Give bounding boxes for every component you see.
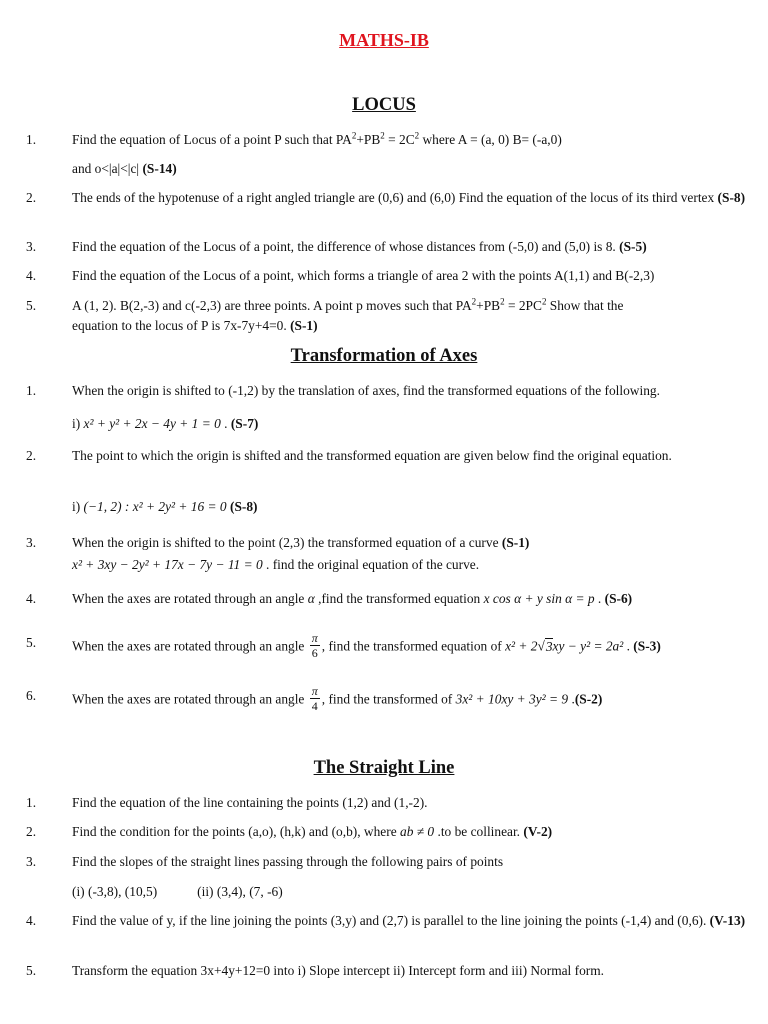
question-text: When the origin is shifted to the point (2,3) the transformed equation of a curve (S-1) xyxy=(72,535,530,550)
question-text: When the axes are rotated through an angle $\frac{\pi}{4}$ , find the transformed of 3x² + 10xy + 3y² = 9 .(S-2) xyxy=(72,684,603,713)
question-text: The ends of the hypotenuse of a right angled triangle are (0,6) and (6,0) Find the equation of the locus of its third vertex (S-8) xyxy=(72,190,746,205)
question-number: 1. xyxy=(26,383,37,398)
reference-tag: (S-14) xyxy=(142,161,177,176)
question-text: When the origin is shifted to (-1,2) by the translation of axes, find the transformed equations of the following. xyxy=(72,383,660,398)
reference-tag: (S-6) xyxy=(604,591,633,606)
reference-tag: (V-13) xyxy=(709,913,746,928)
locus-question-1-continued: and o<|a|<|c| (S-14) xyxy=(72,161,177,176)
question-number: 3. xyxy=(26,239,37,254)
question-text: When the axes are rotated through an angle $\frac{\pi}{6}$ , find the transformed equation of x² + 2√3xy − y² = 2a² . (S-3) xyxy=(72,631,661,660)
equation: x cos α + y sin α = p xyxy=(483,591,595,606)
transformation-question-3-sub: x² + 3xy − 2y² + 17x − 7y − 11 = 0 . find the original equation of the curve. xyxy=(72,557,480,572)
straight-line-question-3-sub: (i) (-3,8), (10,5) (ii) (3,4), (7, -6) xyxy=(72,884,283,899)
question-text: Find the condition for the points (a,o), (h,k) and (o,b), where ab ≠ 0 .to be collinear. (V-2) xyxy=(72,824,553,839)
reference-tag: (S-1) xyxy=(501,535,530,550)
question-number: 4. xyxy=(26,913,37,928)
reference-tag: (S-8) xyxy=(229,499,258,514)
question-number: 4. xyxy=(26,591,37,606)
reference-tag: (S-3) xyxy=(633,638,661,654)
equation: 3x² + 10xy + 3y² = 9 xyxy=(455,691,569,707)
question-number: 2. xyxy=(26,448,37,463)
question-text: Transform the equation 3x+4y+12=0 into i) Slope intercept ii) Intercept form and iii) Normal form. xyxy=(72,963,605,978)
reference-tag: (S-7) xyxy=(230,416,259,431)
question-text: When the axes are rotated through an angle α ,find the transformed equation x cos α + y sin α = p . (S-6) xyxy=(72,591,633,606)
transformation-question-1-sub: i) x² + y² + 2x − 4y + 1 = 0 . (S-7) xyxy=(72,416,259,431)
question-number: 1. xyxy=(26,132,37,147)
question-text: Find the equation of Locus of a point P such that $PA^2+PB^2 = 2C^2$ where A = (a, 0) B= (-a,0) xyxy=(72,130,562,147)
transformation-question-2-sub: i) (−1, 2) : x² + 2y² + 16 = 0 (S-8) xyxy=(72,499,258,514)
question-text: Find the equation of the line containing the points (1,2) and (1,-2). xyxy=(72,795,428,810)
question-number: 6. xyxy=(26,688,37,703)
question-text: Find the equation of the Locus of a point, which forms a triangle of area 2 with the points A(1,1) and B(-2,3) xyxy=(72,268,655,283)
question-number: 5. xyxy=(26,635,37,650)
question-number: 3. xyxy=(26,854,37,869)
locus-question-5-continued: equation to the locus of P is 7x-7y+4=0. (S-1) xyxy=(72,318,318,333)
section-title-straight-line: The Straight Line xyxy=(313,758,455,778)
reference-tag: (S-1) xyxy=(290,318,318,333)
question-number: 3. xyxy=(26,535,37,550)
question-text: Find the equation of the Locus of a point, the difference of whose distances from (-5,0) and (5,0) is 8. (S-5) xyxy=(72,239,647,254)
equation: x² + 2√3xy − y² = 2a² xyxy=(505,638,624,654)
reference-tag: (S-2) xyxy=(574,691,603,707)
question-text: Find the value of y, if the line joining the points (3,y) and (2,7) is parallel to the line joining the points (-1,4) and (0,6). (V-13) xyxy=(72,913,746,928)
reference-tag: (S-8) xyxy=(717,190,746,205)
section-title-locus: LOCUS xyxy=(352,95,416,115)
question-number: 2. xyxy=(26,190,37,205)
reference-tag: (S-5) xyxy=(619,239,647,254)
question-number: 1. xyxy=(26,795,37,810)
question-number: 5. xyxy=(26,963,37,978)
question-number: 2. xyxy=(26,824,37,839)
equation: x² + 3xy − 2y² + 17x − 7y − 11 = 0 xyxy=(72,557,263,572)
question-text: Find the slopes of the straight lines passing through the following pairs of points xyxy=(72,854,504,869)
equation: x² + y² + 2x − 4y + 1 = 0 xyxy=(83,416,221,431)
document-title: MATHS-IB xyxy=(339,30,429,50)
question-number: 4. xyxy=(26,268,37,283)
equation: ab ≠ 0 xyxy=(400,824,435,839)
question-text: A (1, 2). B(2,-3) and c(-2,3) are three points. A point p moves such that $PA^2+PB^2 = 2PC^2$ Show that the xyxy=(72,296,624,313)
equation: (−1, 2) : x² + 2y² + 16 = 0 xyxy=(83,499,227,514)
section-title-transformation: Transformation of Axes xyxy=(290,346,478,366)
question-number: 5. xyxy=(26,298,37,313)
angle-fraction: $\frac{\pi}{4}$ xyxy=(311,684,318,713)
angle-fraction: $\frac{\pi}{6}$ xyxy=(311,631,318,660)
question-text: The point to which the origin is shifted and the transformed equation are given below find the original equation. xyxy=(72,448,672,463)
reference-tag: (V-2) xyxy=(523,824,553,839)
